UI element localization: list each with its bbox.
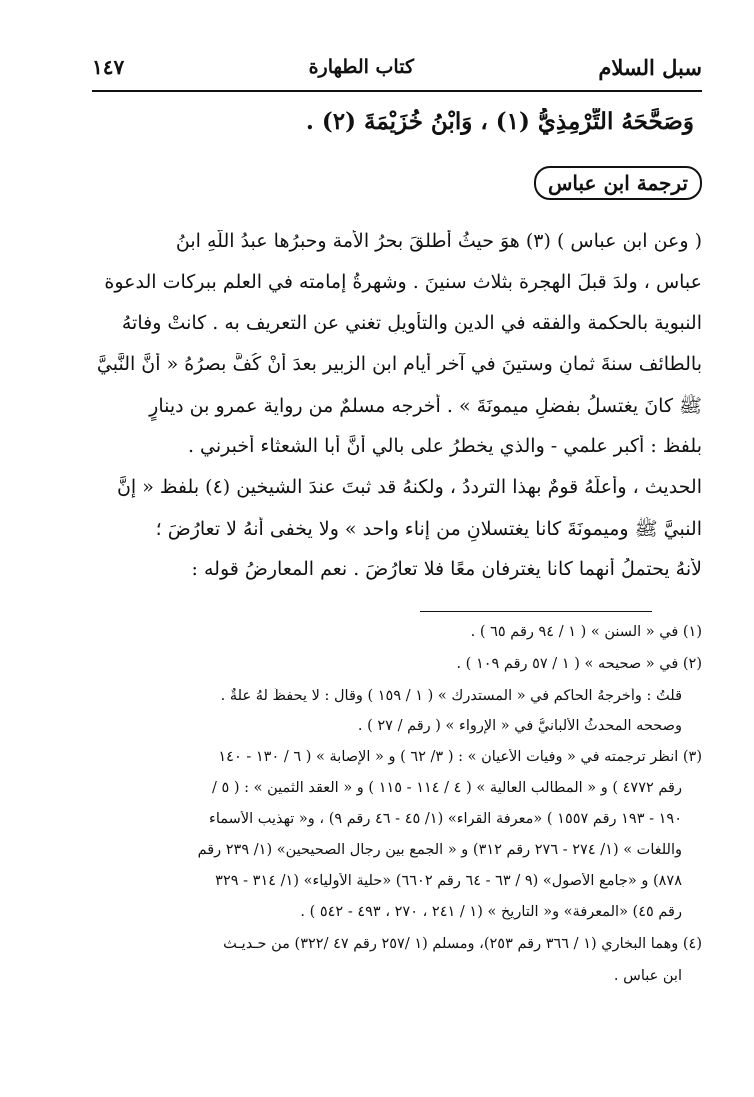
running-header bbox=[92, 50, 702, 84]
footnote-line: واللغات » (١/ ٢٧٤ - ٢٧٦ رقم ٣١٢) و « الجمع بين رجال الصحيحين» (١/ ٢٣٩ رقم bbox=[197, 842, 682, 858]
book-title: سبل السلام bbox=[598, 54, 702, 80]
footnote-line: رقم ٤٥) «المعرفة» و« التاريخ » (١ / ٢٤١ ، ٢٧٠ ، ٤٩٣ - ٥٤٢ ) . bbox=[300, 904, 682, 920]
page-number: ١٤٧ bbox=[92, 55, 125, 79]
body-line: عباسٍ ، ولدَ قبلَ الهجرة بثلاث سنينَ . وشهرةُ إمامته في العلمِ ببركات الدعوة bbox=[104, 271, 702, 293]
footnote-line: ٨٧٨) و «جامع الأصول» (٩ / ٦٣ - ٦٤ رقم ٦٦٠٢) «حلية الأولياء» (١/ ٣١٤ - ٣٢٩ bbox=[215, 873, 682, 889]
footnote-line: وصححه المحدثُ الألبانيُّ في « الإرواء » ( رقم / ٢٧ ) . bbox=[357, 718, 682, 734]
body-line: ﷺ كانَ يغتسلُ بفضلِ ميمونَةَ » . أخرجه مسلمٌ من رواية عمرو بن دينارٍ bbox=[149, 395, 702, 417]
body-line: النبيَّ ﷺ وميمونَةَ كانا يغتسلانِ من إناء واحد » ولا يخفى أنهُ لا تعارُضَ ؛ bbox=[155, 518, 702, 540]
footnote-line: (٢) في « صحيحه » ( ١ / ٥٧ رقم ١٠٩ ) . bbox=[456, 656, 702, 672]
intro-line: وَصَحَّحَهُ التِّرْمِذِيُّ (١) ، وَابْنُ خُزَيْمَةَ (٢) . bbox=[305, 108, 694, 135]
footnote-line: رقم ٤٧٧٢ ) و « المطالب العالية » ( ٤ / ١١٤ - ١١٥ ) و « العقد الثمين » : ( ٥ / bbox=[211, 780, 682, 796]
footnote-line: (٤) وهما البخاري (١ / ٣٦٦ رقم ٢٥٣)، ومسلم (١ /٢٥٧ رقم ٤٧ /٣٢٢) من حـديـث bbox=[223, 936, 702, 952]
body-line: لأنهُ يحتملُ أنهما كانا يغترفان معًا فلا تعارُضَ . نعم المعارضُ قوله : bbox=[191, 558, 702, 580]
footnote-divider bbox=[420, 611, 652, 612]
body-line: الحديث ، وأعلَّهُ قومٌ بهذا الترددُ ، ولكنهُ قد ثبتَ عندَ الشيخينِ (٤) بلفظ « إنَّ bbox=[116, 476, 702, 498]
footnote-line: (١) في « السنن » ( ١ / ٩٤ رقم ٦٥ ) . bbox=[470, 624, 702, 640]
section-title: ترجمة ابن عباس bbox=[534, 166, 702, 200]
body-line: ( وعن ابنِ عباسٍ ) (٣) هوَ حيثُ أطلقَ بحرُ الأمة وحبرُها عبدُ اللَّهِ ابنُ bbox=[175, 230, 702, 252]
footnote-line: (٣) انظر ترجمته في « وفيات الأعيان » : ( ٣/ ٦٢ ) و « الإصابة » ( ٦ / ١٣٠ - ١٤٠ bbox=[218, 749, 702, 765]
footnote-line: ١٩٠ - ١٩٣ رقم ١٥٥٧ ) «معرفة القراء» (١/ ٤٥ - ٤٦ رقم ٩) ، و« تهذيب الأسماء bbox=[209, 811, 682, 827]
chapter-title: كتاب الطهارة bbox=[308, 56, 414, 78]
body-line: بالطائف سنةَ ثمانٍ وستينَ في آخرِ أيامِ ابنِ الزبير بعدَ أنْ كُفَّ بصرُهُ « أنَّ النَّبيَّ bbox=[96, 353, 702, 375]
footnote-line: ابنِ عباس . bbox=[613, 968, 682, 984]
body-line: بلفظ : أكبر علمي - والذي يخطرُ على بالي أنَّ أبا الشعثاء أخبرني . bbox=[187, 435, 702, 457]
footnote-line: قلتُ : وأخرجهُ الحاكم في « المستدرك » ( ١ / ١٥٩ ) وقال : لا يحفظُ لهُ علةٌ . bbox=[220, 688, 682, 704]
body-line: النبوية بالحكمة والفقه في الدينِ والتأويلِ تغني عن التعريف به . كانتْ وفاتهُ bbox=[121, 312, 702, 334]
header-divider bbox=[92, 90, 702, 92]
